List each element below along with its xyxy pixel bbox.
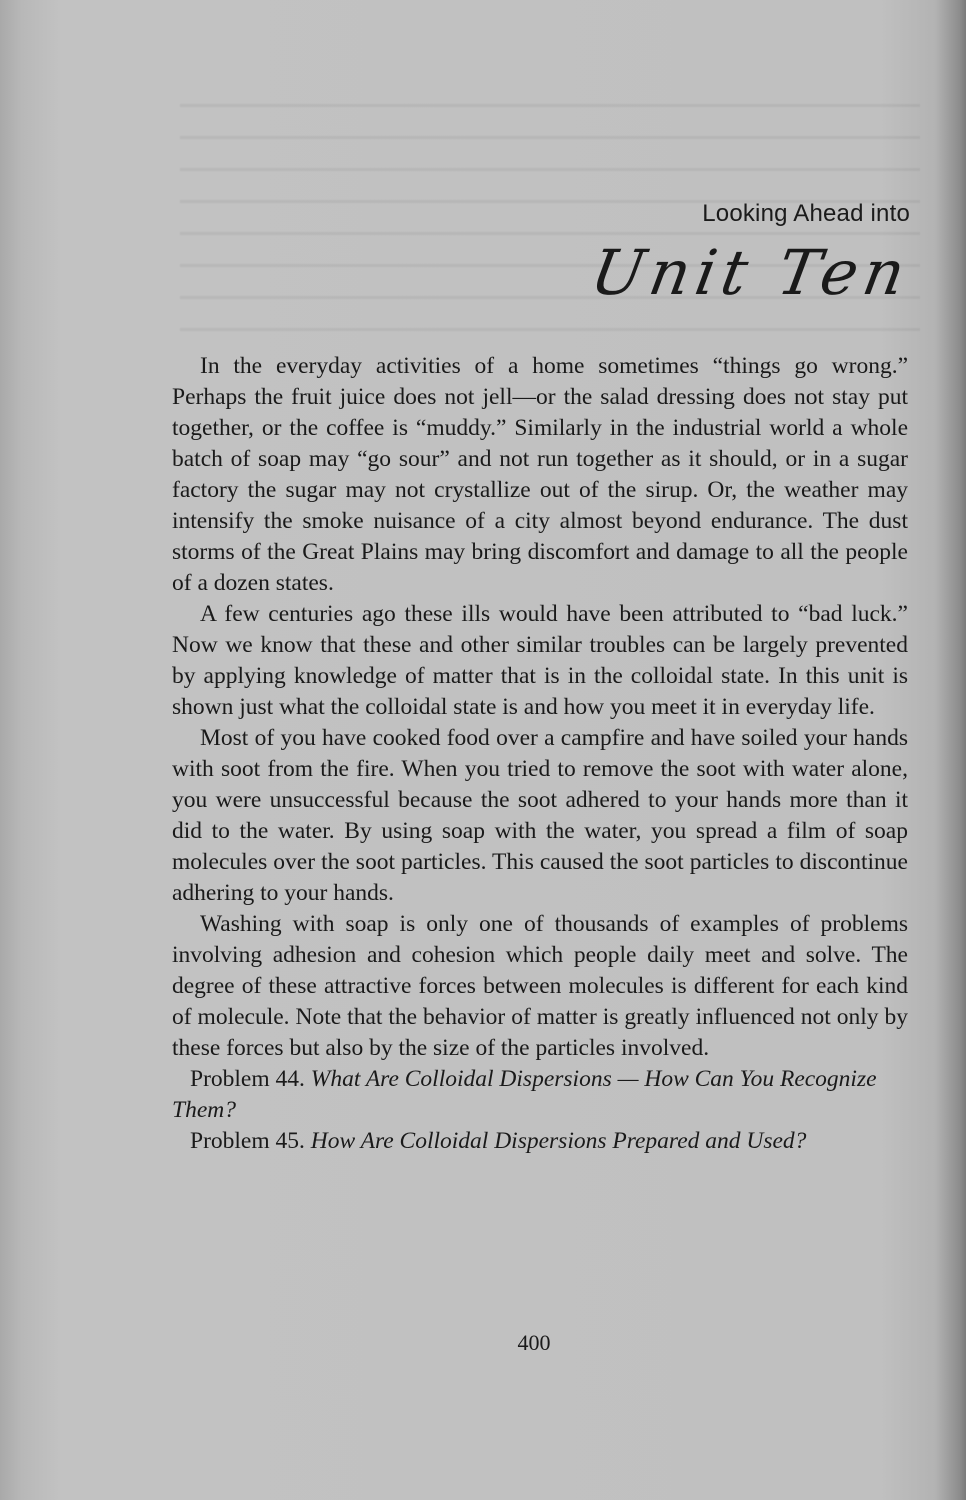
problem-44-label: Problem 44. xyxy=(190,1066,305,1092)
heading-kicker: Looking Ahead into xyxy=(702,200,910,227)
paragraph-3: Most of you have cooked food over a campfire and have soiled your hands with soot from the fire. When you tried to remove the soot with water alone, you were unsuccessful because the soot adhered to your hands more than it did to the water. By using soap with the water, you spread a film of soap molecules over the soot particles. This caused the soot particles to discontinue adhering to your hands. xyxy=(172,725,908,906)
unit-title: Unit Ten xyxy=(585,236,917,309)
problem-45-label: Problem 45. xyxy=(190,1128,305,1154)
problem-44-title: What Are Colloidal Dispersions — How Can You Recognize Them? xyxy=(172,1066,877,1123)
paragraph-2: A few centuries ago these ills would have been attributed to “bad luck.” Now we know that these and other similar troubles can be largely prevented by applying knowledge of matter that is in the colloidal state. In this unit is shown just what the colloidal state is and how you meet it in everyday life. xyxy=(172,601,908,720)
page-number: 400 xyxy=(517,1330,551,1355)
body-text xyxy=(172,351,908,1157)
problem-45 xyxy=(172,1126,908,1157)
problem-44 xyxy=(172,1064,908,1126)
paragraph-4: Washing with soap is only one of thousands of examples of problems involving adhesion and cohesion which people daily meet and solve. The degree of these attractive forces between molecules is different for each kind of molecule. Note that the behavior of matter is greatly influenced not only by these forces but also by the size of the particles involved. xyxy=(172,911,908,1061)
problem-45-title: How Are Colloidal Dispersions Prepared and Used? xyxy=(310,1128,807,1154)
unit-heading xyxy=(585,200,917,309)
paragraph-1: In the everyday activities of a home sometimes “things go wrong.” Perhaps the fruit juice does not jell—or the salad dressing does not stay put together, or the coffee is “muddy.” Similarly in the industrial world a whole batch of soap may “go sour” and not run together as it should, or in a sugar factory the sugar may not crystallize out of the sirup. Or, the weather may intensify the smoke nuisance of a city almost beyond endurance. The dust storms of the Great Plains may bring discomfort and damage to all the people of a dozen states. xyxy=(172,353,908,596)
